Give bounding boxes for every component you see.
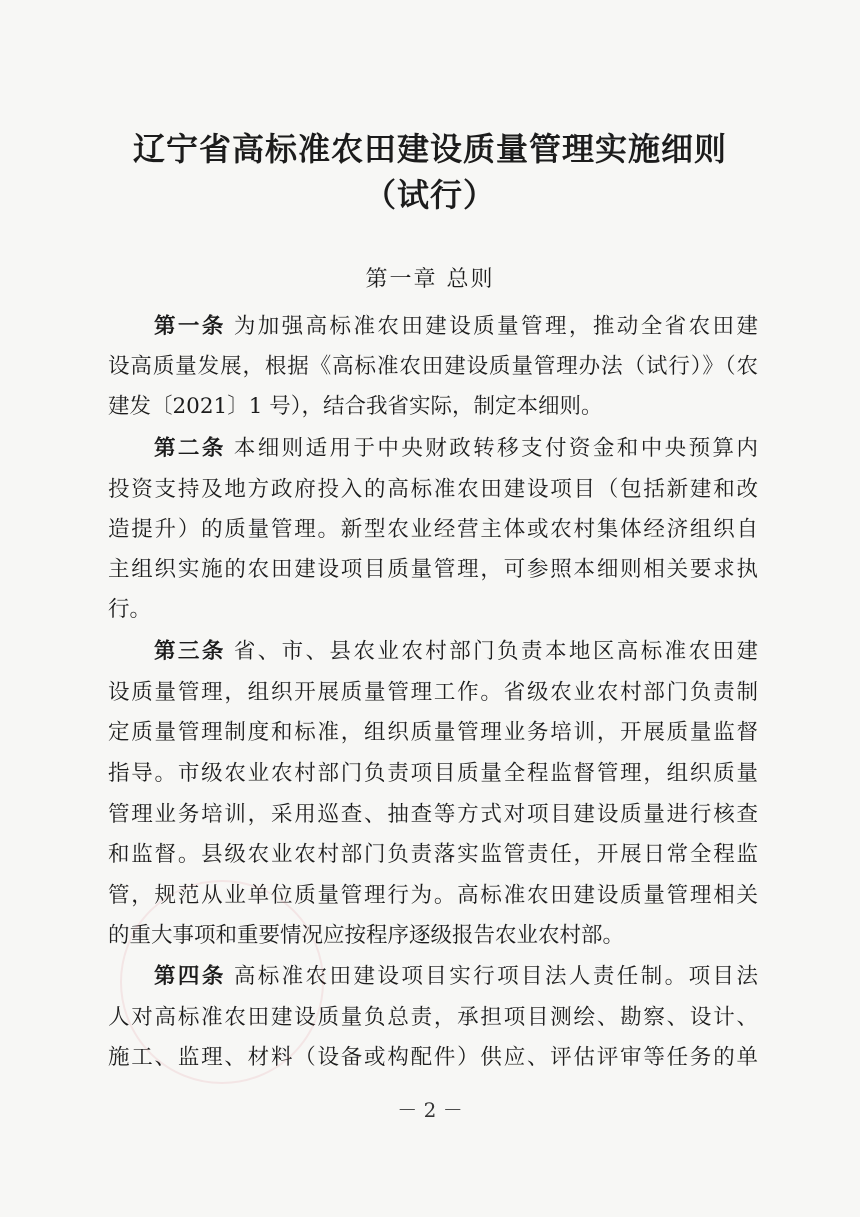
article-3-line-4: 指导。市级农业农村部门负责项目质量全程监督管理，组织质量 bbox=[108, 761, 758, 786]
article-3-label: 第三条 bbox=[154, 639, 226, 664]
article-3-line-7: 管，规范从业单位质量管理行为。高标准农田建设质量管理相关 bbox=[108, 883, 758, 908]
article-1-text-1: 为加强高标准农田建设质量管理，推动全省农田建 bbox=[233, 314, 758, 339]
article-3-line-6: 和监督。县级农业农村部门负责落实监管责任，开展日常全程监 bbox=[108, 842, 758, 867]
chapter-heading: 第一章 总则 bbox=[365, 267, 495, 292]
document-title: 辽宁省高标准农田建设质量管理实施细则 bbox=[132, 130, 727, 168]
article-2-line-2: 投资支持及地方政府投入的高标准农田建设项目（包括新建和改 bbox=[108, 477, 758, 502]
article-2-line-3: 造提升）的质量管理。新型农业经营主体或农村集体经济组织自 bbox=[108, 517, 758, 542]
article-3-line-8: 的重大事项和重要情况应按程序逐级报告农业农村部。 bbox=[108, 923, 625, 948]
article-3-text-1: 省、市、县农业农村部门负责本地区高标准农田建 bbox=[233, 639, 758, 664]
article-4-label: 第四条 bbox=[154, 964, 226, 989]
article-2-label: 第二条 bbox=[154, 436, 226, 461]
page-number: － 2 － bbox=[397, 1098, 463, 1122]
article-1-line-3: 建发〔2021〕1 号），结合我省实际，制定本细则。 bbox=[108, 394, 603, 419]
article-2-line-5: 行。 bbox=[108, 597, 152, 622]
document-subtitle: （试行） bbox=[363, 176, 496, 214]
article-3-line-2: 设质量管理，组织开展质量管理工作。省级农业农村部门负责制 bbox=[108, 680, 758, 705]
article-1-line-1 bbox=[154, 312, 758, 342]
article-4-line-2: 人对高标准农田建设质量负总责，承担项目测绘、勘察、设计、 bbox=[108, 1005, 758, 1030]
article-1-line-2: 设高质量发展，根据《高标准农田建设质量管理办法（试行）》（农 bbox=[108, 354, 758, 379]
article-4-line-3: 施工、监理、材料（设备或构配件）供应、评估评审等任务的单 bbox=[108, 1045, 758, 1070]
article-3-line-1 bbox=[154, 637, 758, 667]
article-4-text-1: 高标准农田建设项目实行项目法人责任制。项目法 bbox=[233, 964, 758, 989]
article-3-line-5: 管理业务培训，采用巡查、抽查等方式对项目建设质量进行核查 bbox=[108, 802, 758, 827]
article-2-line-1 bbox=[154, 434, 758, 464]
article-1-label: 第一条 bbox=[154, 314, 226, 339]
article-3-line-3: 定质量管理制度和标准，组织质量管理业务培训，开展质量监督 bbox=[108, 720, 758, 745]
article-2-line-4: 主组织实施的农田建设项目质量管理，可参照本细则相关要求执 bbox=[108, 557, 758, 582]
article-2-text-1: 本细则适用于中央财政转移支付资金和中央预算内 bbox=[233, 436, 758, 461]
article-4-line-1 bbox=[154, 962, 758, 992]
